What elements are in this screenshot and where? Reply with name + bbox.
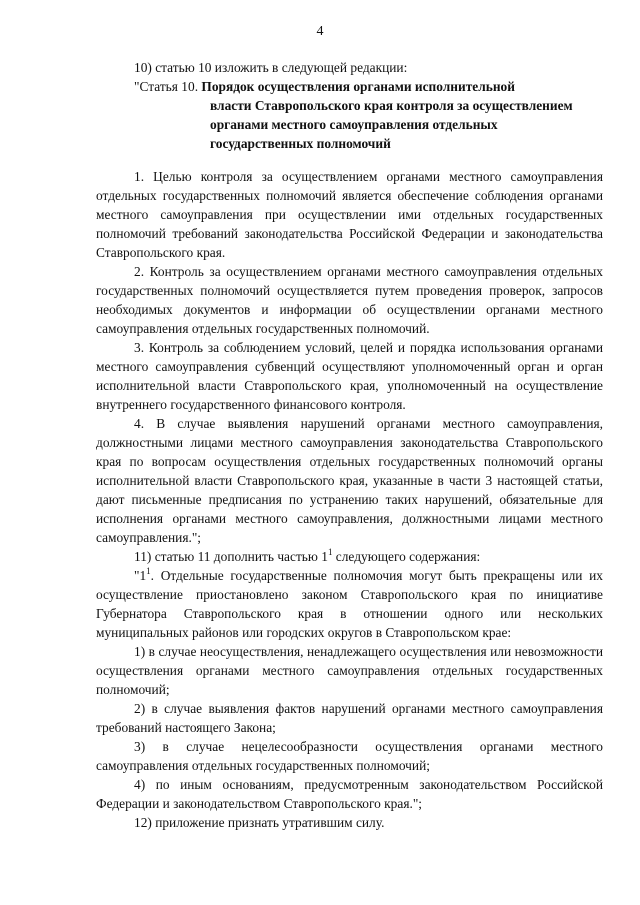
item-10-intro: 10) статью 10 изложить в следующей редакции: (134, 60, 408, 75)
part-1-1-text-after: . Отдельные государственные полномочия могут быть прекращены или их осуществление приостановлено законом Ставропольского края по инициативе Губернатора Ставропольского края в отношении одного или нескольких муниципальных районов или городских округов в Ставропольском крае: (96, 568, 603, 640)
item-12: 12) приложение признать утратившим силу. (134, 815, 385, 830)
article-11-part-1-1 (96, 566, 603, 642)
item-11-text-after: следующего содержания: (332, 549, 481, 564)
article-10-title-line3: органами местного самоуправления отдельных (210, 117, 498, 132)
article-10-part-4: 4. В случае выявления нарушений органами местного самоуправления, должностными лицами местного самоуправления законодательства Ставропольского края по вопросам осуществления отдельных государственных полномочий органы исполнительной власти Ставропольского края, указанные в части 3 настоящей статьи, дают письменные предписания по устранению таких нарушений, обязательные для исполнения органами местного самоуправления, должностными лицами местного самоуправления."; (96, 416, 603, 545)
article-10-title-line2: власти Ставропольского края контроля за осуществлением (210, 98, 573, 113)
item-11-text-before: 11) статью 11 дополнить частью 1 (134, 549, 328, 564)
article-10-part-2: 2. Контроль за осуществлением органами местного самоуправления отдельных государственных полномочий осуществляется путем проведения проверок, запросов необходимых документов и информации об осуществлении органами местного самоуправления отдельных государственных полномочий. (96, 264, 603, 336)
subitem-4: 4) по иным основаниям, предусмотренным законодательством Российской Федерации и законодательством Ставропольского края."; (96, 777, 603, 811)
item-11-intro (96, 547, 603, 566)
part-1-1-text-before: "1 (134, 568, 147, 583)
part-1-1-superscript: 1 (146, 565, 151, 576)
page-number: 4 (316, 24, 324, 39)
article-10-part-3: 3. Контроль за соблюдением условий, целей и порядка использования органами местного самоуправления субвенций осуществляют уполномоченный орган и орган исполнительной власти Ставропольского края, уполномоченный на осуществление внутреннего государственного финансового контроля. (96, 340, 603, 412)
article-10-heading (96, 77, 603, 96)
spacer (96, 153, 603, 167)
subitem-2: 2) в случае выявления фактов нарушений органами местного самоуправления требований настоящего Закона; (96, 701, 603, 735)
article-10-prefix: "Статья 10. (134, 79, 199, 94)
document-body (96, 58, 603, 832)
article-10-title-line1: Порядок осуществления органами исполнительной (201, 79, 515, 94)
article-10-part-1: 1. Целью контроля за осуществлением органами местного самоуправления отдельных государственных полномочий является обеспечение соблюдения органами местного самоуправления при осуществлении ими отдельных государственных полномочий требований законодательства Российской Федерации и законодательства Ставропольского края. (96, 169, 603, 260)
item-11-superscript: 1 (327, 546, 333, 557)
article-10-title-line4: государственных полномочий (210, 136, 391, 151)
subitem-3: 3) в случае нецелесообразности осуществления органами местного самоуправления отдельных государственных полномочий; (96, 739, 603, 773)
subitem-1: 1) в случае неосуществления, ненадлежащего осуществления или невозможности осуществления органами местного самоуправления отдельных государственных полномочий; (96, 644, 603, 697)
